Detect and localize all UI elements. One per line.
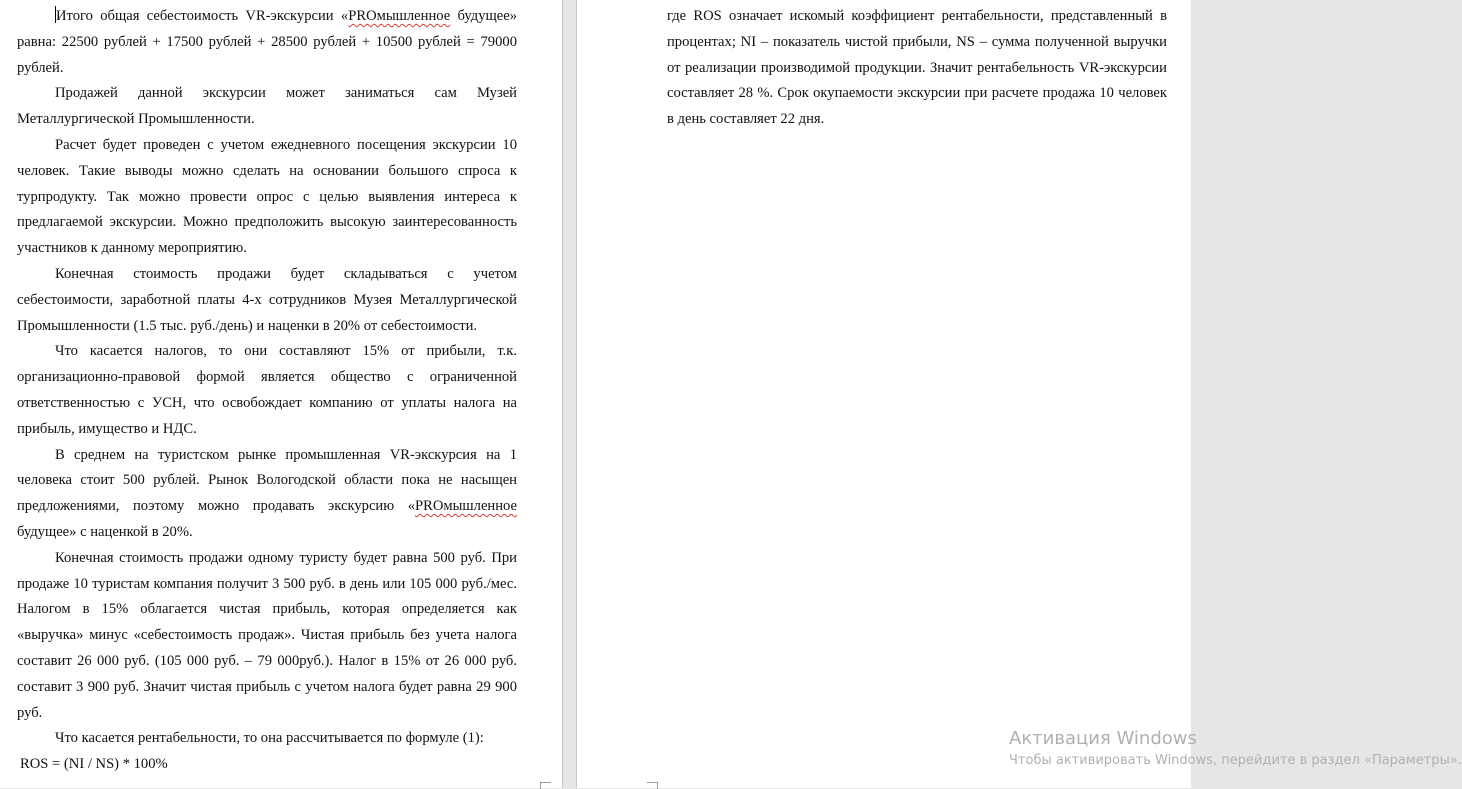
paragraph-profit[interactable]: Конечная стоимость продажи одному туристу будет равна 500 руб. При продаже 10 туристам компания получит 3 500 руб. в день или 105 000 руб./мес. Налогом в 15% облагается чистая прибыль, которая определяется как «выручка» минус «себестоимость продаж». Чистая прибыль без учета налога составит 26 000 руб. (105 000 руб. – 79 000руб.). Налог в 15% от 26 000 руб. составит 3 900 руб. Значит чистая прибыль с учетом налога будет равна 29 900 руб. <box>17 549 517 721</box>
page-text-area[interactable] <box>17 4 517 778</box>
crop-mark <box>647 782 658 789</box>
watermark-subtitle: Чтобы активировать Windows, перейдите в раздел «Параметры». <box>1009 753 1462 768</box>
paragraph-ros-explanation[interactable]: где ROS означает искомый коэффициент рентабельности, представленный в процентах; NI – показатель чистой прибыли, NS – сумма полученной выручки от реализации производимой продукции. Значит рентабельность VR-экскурсии составляет 28 %. Срок окупаемости экскурсии при расчете продажа 10 человек в день составляет 22 дня. <box>667 8 1167 128</box>
document-page-right[interactable] <box>576 0 1191 788</box>
paragraph-profitability[interactable]: Что касается рентабельности, то она рассчитывается по формуле (1): <box>55 730 484 747</box>
page-text-area[interactable] <box>667 4 1167 133</box>
crop-mark <box>540 782 551 789</box>
paragraph-total-cost[interactable]: Итого общая себестоимость VR-экскурсии «PROмышленное будущее» равна: 22500 рублей + 17500 рублей + 28500 рублей + 10500 рублей = 79000 рублей. <box>17 8 517 76</box>
watermark-title: Активация Windows <box>1009 728 1197 749</box>
paragraph-seller[interactable]: Продажей данной экскурсии может заниматься сам Музей Металлургической Промышленности. <box>17 85 517 128</box>
formula-ros[interactable]: ROS = (NI / NS) * 100% <box>20 756 168 773</box>
paragraph-final-price[interactable]: Конечная стоимость продажи будет складываться с учетом себестоимости, заработной платы 4-х сотрудников Музея Металлургической Промышленности (1.5 тыс. руб./день) и наценки в 20% от себестоимости. <box>17 265 517 334</box>
paragraph-taxes[interactable]: Что касается налогов, то они составляют 15% от прибыли, т.к. организационно-правовой формой является общество с ограниченной ответственностью с УСН, что освобождает компанию от уплаты налога на прибыль, имущество и НДС. <box>17 343 517 437</box>
paragraph-calculation[interactable]: Расчет будет проведен с учетом ежедневного посещения экскурсии 10 человек. Такие выводы можно сделать на основании большого спроса к турпродукту. Так можно провести опрос с целью выявления интереса к предлагаемой экскурсии. Можно предположить высокую заинтересованность участников к данному мероприятию. <box>17 136 517 257</box>
misspelled-word[interactable]: PROмышленное <box>415 498 517 515</box>
windows-activation-watermark <box>1009 727 1462 771</box>
paragraph-market[interactable]: В среднем на туристском рынке промышленная VR-экскурсия на 1 человека стоит 500 рублей. Рынок Вологодской области пока не насыщен предложениями, поэтому можно продавать экскурсию «PROмышленное будущее» с наценкой в 20%. <box>17 446 517 540</box>
document-page-left[interactable] <box>0 0 563 788</box>
misspelled-word[interactable]: PROмышленное <box>348 8 451 24</box>
